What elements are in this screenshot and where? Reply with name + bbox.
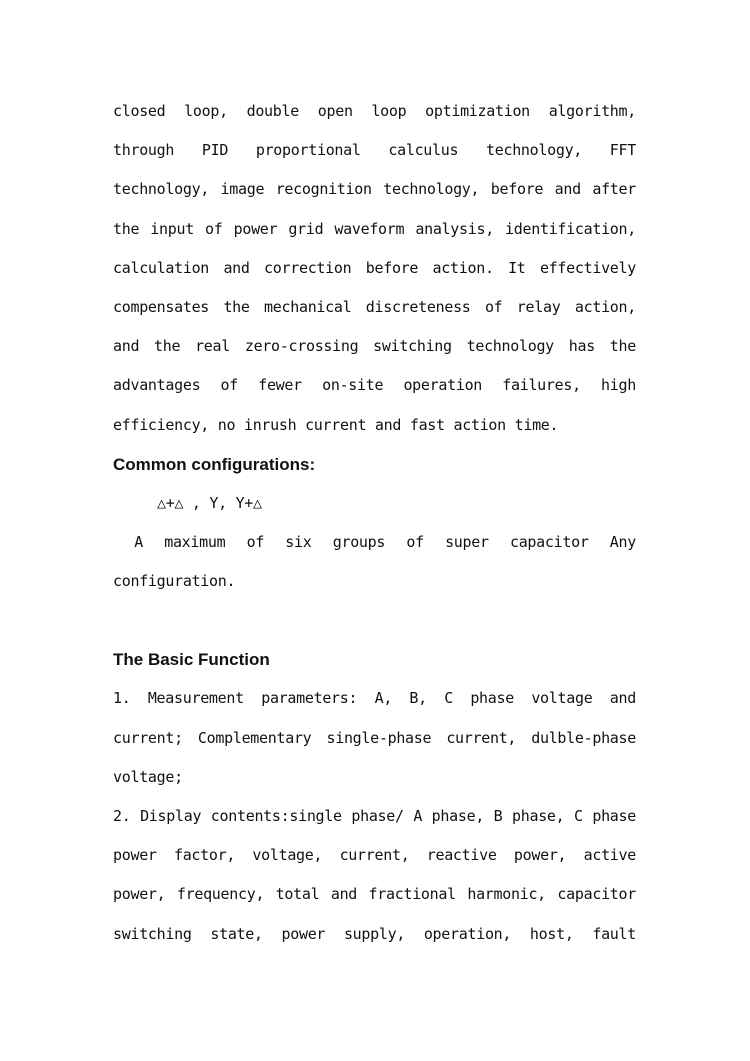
intro-paragraph	[113, 92, 636, 445]
configuration-desc-line-2: configuration.	[113, 572, 236, 591]
function-item-2-line-2: power factor, voltage, current, reactive power, active	[113, 846, 636, 865]
function-item-2-line-1: 2. Display contents:single phase/ A phase, B phase, C phase	[113, 807, 636, 826]
function-item-1-line-2: current; Complementary single-phase current, dulble-phase	[113, 728, 636, 747]
section-spacer	[113, 601, 636, 640]
intro-line-1: closed loop, double open loop optimization algorithm,	[113, 102, 636, 120]
intro-line-2: through PID proportional calculus technology, FFT	[113, 141, 636, 160]
intro-line-8: advantages of fewer on-site operation failures, high	[113, 376, 636, 395]
intro-line-6: compensates the mechanical discreteness of relay action,	[113, 298, 636, 317]
basic-function-heading: The Basic Function	[113, 650, 270, 670]
basic-function-list	[113, 679, 636, 953]
function-item-2-line-3: power, frequency, total and fractional harmonic, capacitor	[113, 885, 636, 904]
configuration-desc-line-1: A maximum of six groups of super capacitor Any	[113, 533, 636, 552]
intro-line-4: the input of power grid waveform analysis, identification,	[113, 219, 636, 238]
function-item-2-line-4: switching state, power supply, operation, host, fault	[113, 924, 636, 943]
intro-line-3: technology, image recognition technology, before and after	[113, 180, 636, 199]
intro-line-7: and the real zero-crossing switching technology has the	[113, 337, 636, 356]
configurations-section	[113, 484, 636, 602]
document-page	[113, 92, 636, 954]
intro-line-9: efficiency, no inrush current and fast action time.	[113, 415, 559, 434]
configurations-heading: Common configurations:	[113, 454, 316, 474]
intro-line-5: calculation and correction before action. It effectively	[113, 258, 636, 277]
function-item-1-line-1: 1. Measurement parameters: A, B, C phase voltage and	[113, 689, 636, 708]
function-item-1-line-3: voltage;	[113, 767, 183, 786]
configuration-types: △+△ , Y, Y+△	[157, 493, 262, 512]
